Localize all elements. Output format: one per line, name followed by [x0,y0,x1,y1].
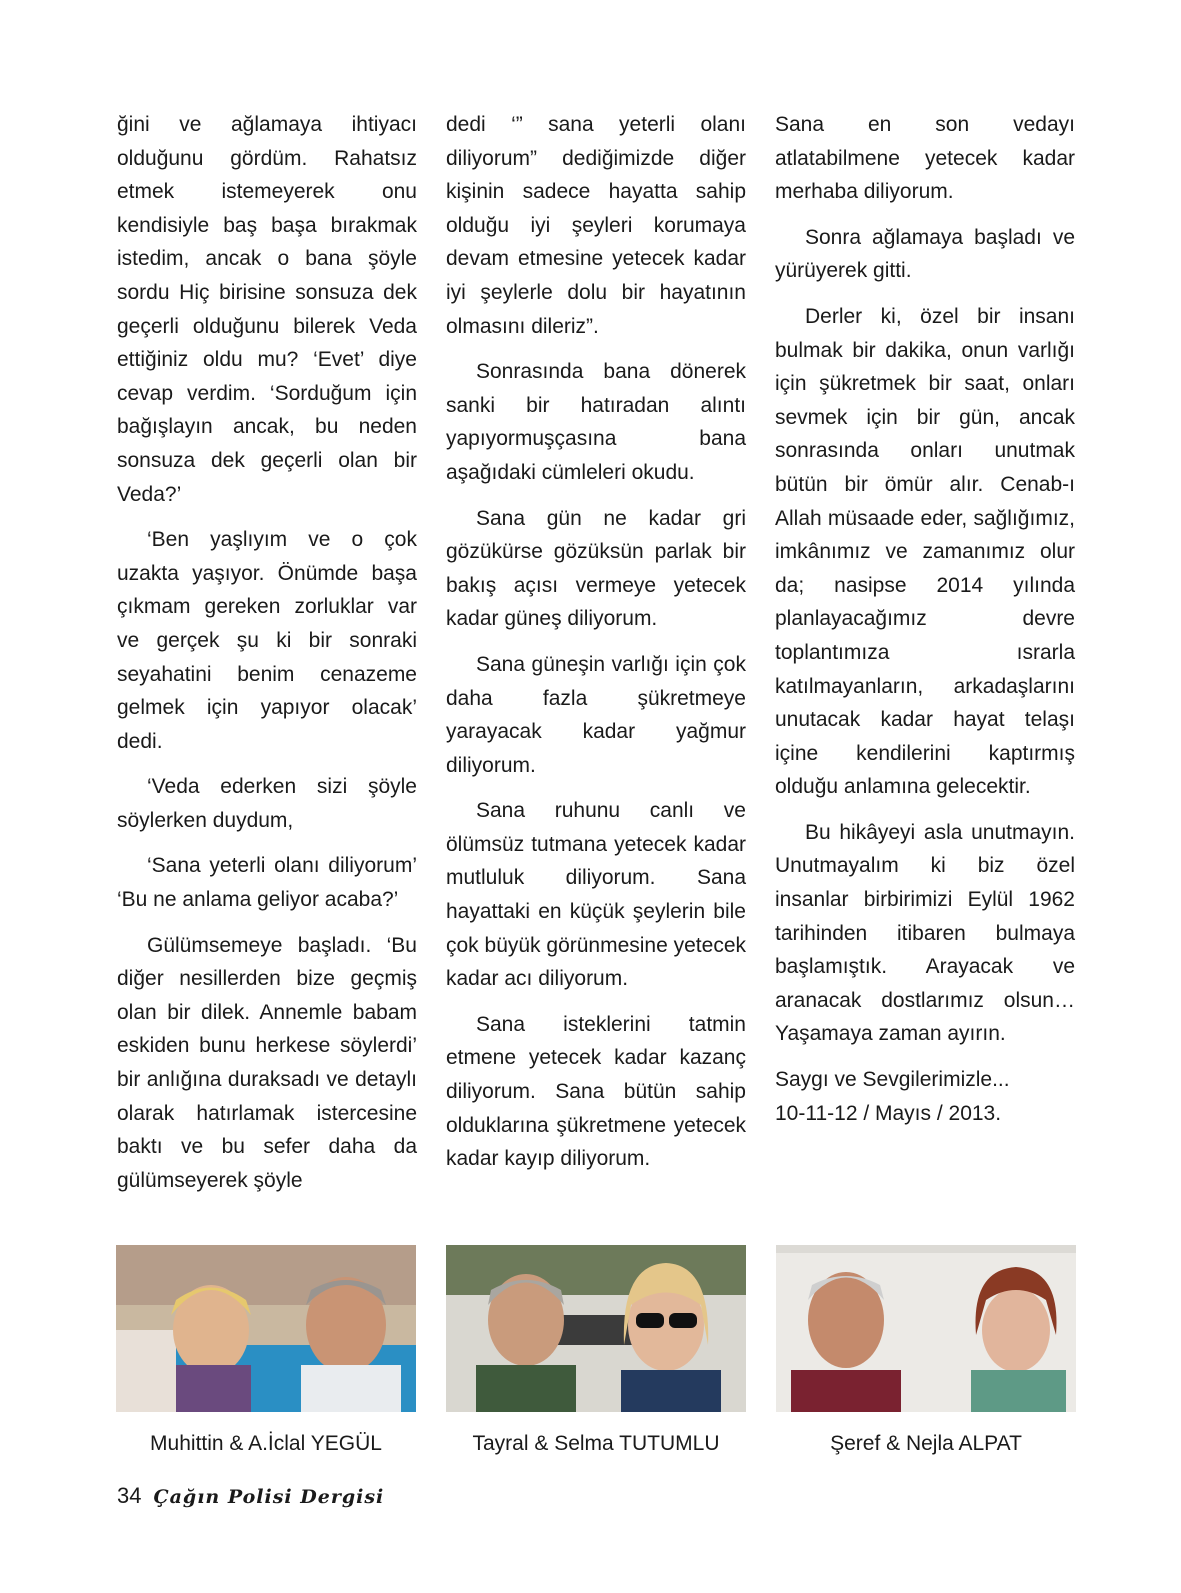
text-column-3 [775,108,1075,1142]
paragraph: Derler ki, özel bir insanı bulmak bir dakika, onun varlığı için şükretmek bir saat, onları sevmek için bir gün, ancak sonrasında onları unutmak bütün bir ömür alır. Cenab-ı Allah müsaade eder, sağlığımız, imkânımız ve zamanımız olur da; nasipse 2014 yılında planlayacağımız devre toplantımıza ısrarla katılmayanların, arkadaşlarını unutacak kadar hayat telaşı içine kendilerini kaptırmış olduğu anlamına gelecektir. [775,304,1075,799]
paragraph: Sana en son vedayı atlatabilmene yetecek kadar merhaba diliyorum. [775,113,1075,204]
page-footer [117,1483,384,1509]
paragraph: Sana gün ne kadar gri gözükürse gözüksün parlak bir bakış açısı vermeye yetecek kadar güneş diliyorum. [446,506,746,631]
closing-greeting: Saygı ve Sevgilerimizle... [775,1068,1010,1092]
text-column-1 [117,108,417,1209]
paragraph: dedi ‘” sana yeterli olanı diliyorum” dediğimizde diğer kişinin sadece hayatta sahip olduğu iyi şeyleri korumaya devam etmesine yetecek kadar iyi şeylerle dolu bir hayatının olmasını dileriz”. [446,113,746,338]
paragraph: Sana güneşin varlığı için çok daha fazla şükretmeye yarayacak kadar yağmur diliyorum. [446,652,746,777]
paragraph: Gülümsemeye başladı. ‘Bu diğer nesillerden bize geçmiş olan bir dilek. Annemle babam eskiden bunu herkese söylerdi’ bir anlığına duraksadı ve detaylı olarak hatırlamak istercesine baktı ve bu sefer daha da gülümseyerek şöyle [117,933,417,1192]
photo-caption-3: Şeref & Nejla ALPAT [830,1432,1022,1455]
closing-date: 10-11-12 / Mayıs / 2013. [775,1101,1002,1125]
photo-couple-3 [776,1245,1076,1412]
paragraph: Sana isteklerini tatmin etmene yetecek kadar kazanç diliyorum. Sana bütün sahip olduklarına şükretmene yetecek kadar kayıp diliyorum. [446,1012,746,1171]
paragraph: Bu hikâyeyi asla unutmayın. Unutmayalım ki biz özel insanlar birbirimizi Eylül 1962 tarihinden itibaren bulmaya başlamıştık. Arayacak ve aranacak dostlarımız olsun… Yaşamaya zaman ayırın. [775,820,1075,1046]
paragraph: Sonrasında bana dönerek sanki bir hatıradan alıntı yapıyormuşçasına bana aşağıdaki cümleleri okudu. [446,360,746,484]
photo-caption-2: Tayral & Selma TUTUMLU [472,1432,720,1455]
paragraph: ‘Veda ederken sizi şöyle söylerken duydum, [117,775,417,832]
magazine-name: Çağın Polisi Dergisi [153,1486,385,1508]
paragraph: ğini ve ağlamaya ihtiyacı olduğunu gördüm. Rahatsız etmek istemeyerek onu kendisiyle baş başa bırakmak istedim, ancak o bana şöyle sordu Hiç birisine sonsuza dek geçerli olduğunu bilerek Veda ettiğiniz oldu mu? ‘Evet’ diye cevap verdim. ‘Sorduğum için bağışlayın ancak, bu neden sonsuza dek geçerli olan bir Veda?’ [117,113,417,506]
text-column-2 [446,108,746,1188]
photo-couple-1 [116,1245,416,1412]
paragraph: ‘Ben yaşlıyım ve o çok uzakta yaşıyor. Önümde başa çıkmam gereken zorluklar var ve gerçek şu ki bir sonraki seyahatini benim cenazeme gelmek için yapıyor olacak’ dedi. [117,528,417,753]
photo-caption-1: Muhittin & A.İclal YEGÜL [150,1432,382,1455]
photo-couple-2 [446,1245,746,1412]
paragraph: Sana ruhunu canlı ve ölümsüz tutmana yetecek kadar mutluluk diliyorum. Sana hayattaki en küçük şeylerin bile çok büyük görünmesine yetecek kadar acı diliyorum. [446,799,746,991]
paragraph: ‘Sana yeterli olanı diliyorum’ ‘Bu ne anlama geliyor acaba?’ [117,854,417,912]
paragraph: Sonra ağlamaya başladı ve yürüyerek gitti. [775,225,1075,283]
page-number: 34 [117,1483,142,1508]
